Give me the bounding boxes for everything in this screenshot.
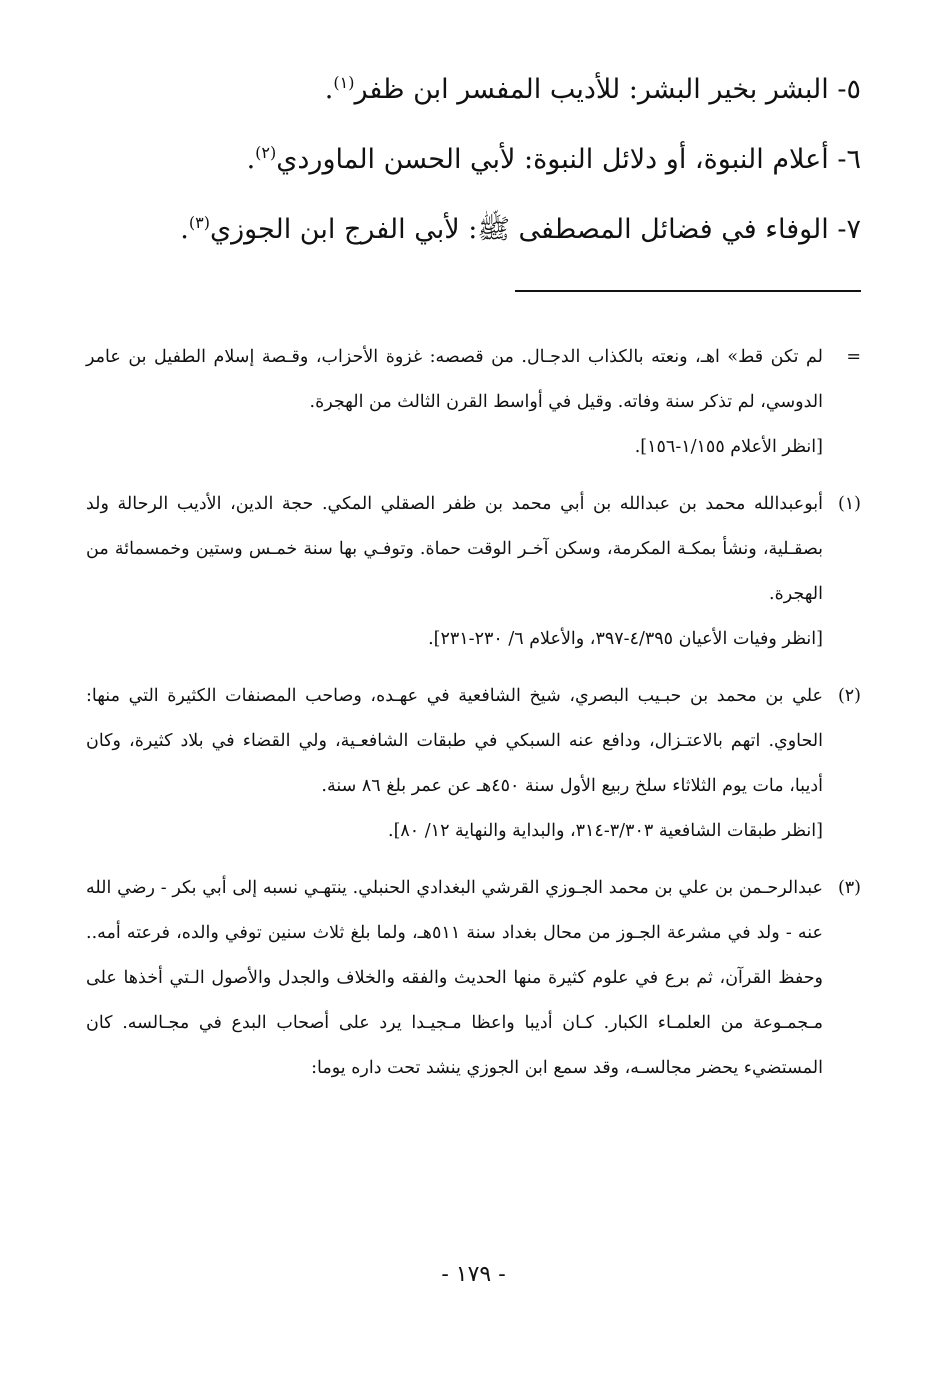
footnote-2 (86, 674, 861, 854)
footnotes (86, 335, 861, 1103)
footnote-source: [انظر وفيات الأعيان ٤/٣٩٥-٣٩٧، والأعلام ٦/ ٢٣٠-٢٣١]. (428, 629, 823, 649)
footnote-3 (86, 866, 861, 1091)
footnote-text: أبوعبدالله محمد بن عبدالله بن أبي محمد بن ظفر الصقلي المكي. حجة الدين، الأديب الرحالة ولد بصقـلية، ونشأ بمكـة المكرمة، وسكن آخـر الوقت حماة. وتوفـي بها سنة خمـس وستين وخمسمائة من الهجرة. (86, 494, 823, 604)
list-item-end: . (180, 214, 189, 245)
footnote-source: [انظر طبقات الشافعية ٣/٣٠٣-٣١٤، والبداية والنهاية ١٢/ ٨٠]. (388, 821, 823, 841)
footnote-text: علي بن محمد بن حبـيب البصري، شيخ الشافعية في عهـده، وصاحب المصنفات الكثيرة التي منها: الحاوي. اتهم بالاعتـزال، ودافع عنه السبكي في طبقات الشافعـية، ولي القضاء في بلاد كثيرة، وكان أديبا، مات يوم الثلاثاء سلخ ربيع الأول سنة ٤٥٠هـ عن عمر بلغ ٨٦ سنة. (86, 686, 823, 796)
footnote-separator (515, 290, 861, 292)
footnote-text: لم تكن قط» اهـ، ونعته بالكذاب الدجـال. من قصصه: غزوة الأحزاب، وقـصة إسلام الطفيل بن عامر الدوسي، لم تذكر سنة وفاته. وقيل في أواسط القرن الثالث من الهجرة. (86, 347, 823, 412)
list-item (101, 72, 861, 108)
list-item-end: . (246, 144, 256, 175)
list-item-text: ٥- البشر بخير البشر: للأديب المفسر ابن ظفر (354, 74, 861, 105)
main-book-list (101, 72, 861, 282)
footnote-number: (٣) (837, 878, 861, 898)
footnote-continuation (86, 335, 861, 470)
footnote-marker: (٣) (188, 213, 210, 232)
footnote-marker: (٢) (255, 143, 277, 162)
footnote-number: = (846, 347, 861, 367)
footnote-text: عبدالرحـمن بن علي بن محمد الجـوزي القرشي البغدادي الحنبلي. ينتهـي نسبه إلى أبي بكر - رضي الله عنه - ولد في مشرعة الجـوز من محال بغداد سنة ٥١١هـ، ولما بلغ ثلاث سنين توفي والده، فرعته أمه.. وحفظ القرآن، ثم برع في علوم كثيرة منها الحديث والفقه والخلاف والجدل والأصول الـتي أخذها على مـجمـوعة من العلمـاء الكبار. كـان أديبا واعظا مـجيـدا يرد على أصحاب البدع في مجـالسه. كان المستضيء يحضر مجالسـه، وقد سمع ابن الجوزي ينشد تحت داره يوما: (86, 878, 823, 1078)
list-item (101, 142, 861, 178)
page-number: - ١٧٩ - (441, 1262, 506, 1287)
footnote-1 (86, 482, 861, 662)
footnote-source: [انظر الأعلام ١/١٥٥-١٥٦]. (634, 437, 823, 457)
footnote-number: (٢) (837, 686, 861, 706)
list-item-text: ٦- أعلام النبوة، أو دلائل النبوة: لأبي الحسن الماوردي (276, 144, 861, 175)
list-item-end: . (324, 74, 334, 105)
list-item (101, 212, 861, 248)
footnote-marker: (١) (333, 73, 355, 92)
list-item-text: ٧- الوفاء في فضائل المصطفى ﷺ: لأبي الفرج ابن الجوزي (209, 214, 861, 245)
footnote-number: (١) (837, 494, 861, 514)
